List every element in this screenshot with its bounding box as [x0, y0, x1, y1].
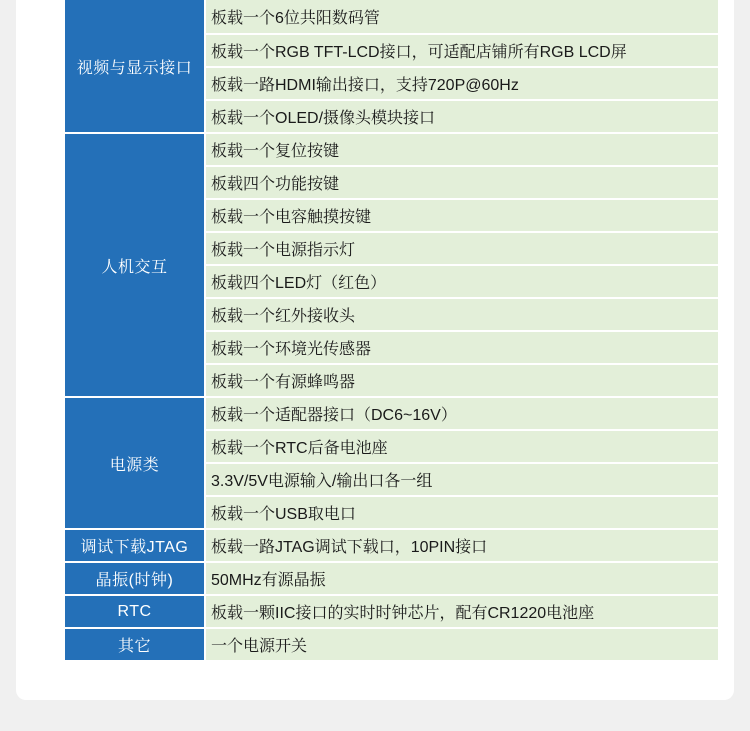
category-jtag: 调试下载JTAG [65, 528, 206, 561]
table-row [65, 528, 718, 561]
spec-item: 板载一路JTAG调试下载口，10PIN接口 [206, 528, 718, 561]
spec-item: 板载四个功能按键 [206, 165, 718, 198]
spec-card [16, 0, 734, 700]
spec-table [65, 0, 718, 660]
table-row [65, 561, 718, 594]
category-oscillator: 晶振(时钟) [65, 561, 206, 594]
spec-item: 一个电源开关 [206, 627, 718, 660]
spec-item: 板载四个LED灯（红色） [206, 264, 718, 297]
spec-item: 板载一个OLED/摄像头模块接口 [206, 99, 718, 132]
table-row [65, 594, 718, 627]
spec-item: 板载一个RTC后备电池座 [206, 429, 718, 462]
table-row [65, 132, 718, 165]
spec-item: 板载一个适配器接口（DC6~16V） [206, 396, 718, 429]
category-rtc: RTC [65, 594, 206, 627]
category-power: 电源类 [65, 396, 206, 528]
category-hmi: 人机交互 [65, 132, 206, 396]
spec-item: 板载一个电源指示灯 [206, 231, 718, 264]
spec-item: 板载一个USB取电口 [206, 495, 718, 528]
spec-item: 板载一个6位共阳数码管 [206, 0, 718, 33]
spec-item: 板载一个环境光传感器 [206, 330, 718, 363]
spec-item: 50MHz有源晶振 [206, 561, 718, 594]
table-row [65, 627, 718, 660]
spec-item: 3.3V/5V电源输入/输出口各一组 [206, 462, 718, 495]
spec-item: 板载一路HDMI输出接口，支持720P@60Hz [206, 66, 718, 99]
spec-item: 板载一个复位按键 [206, 132, 718, 165]
spec-item: 板载一个电容触摸按键 [206, 198, 718, 231]
table-row [65, 0, 718, 33]
table-row [65, 396, 718, 429]
spec-item: 板载一个红外接收头 [206, 297, 718, 330]
spec-item: 板载一个RGB TFT-LCD接口，可适配店铺所有RGB LCD屏 [206, 33, 718, 66]
category-video-display: 视频与显示接口 [65, 0, 206, 132]
spec-item: 板载一个有源蜂鸣器 [206, 363, 718, 396]
spec-table-body [65, 0, 718, 660]
spec-item: 板载一颗IIC接口的实时时钟芯片，配有CR1220电池座 [206, 594, 718, 627]
category-other: 其它 [65, 627, 206, 660]
